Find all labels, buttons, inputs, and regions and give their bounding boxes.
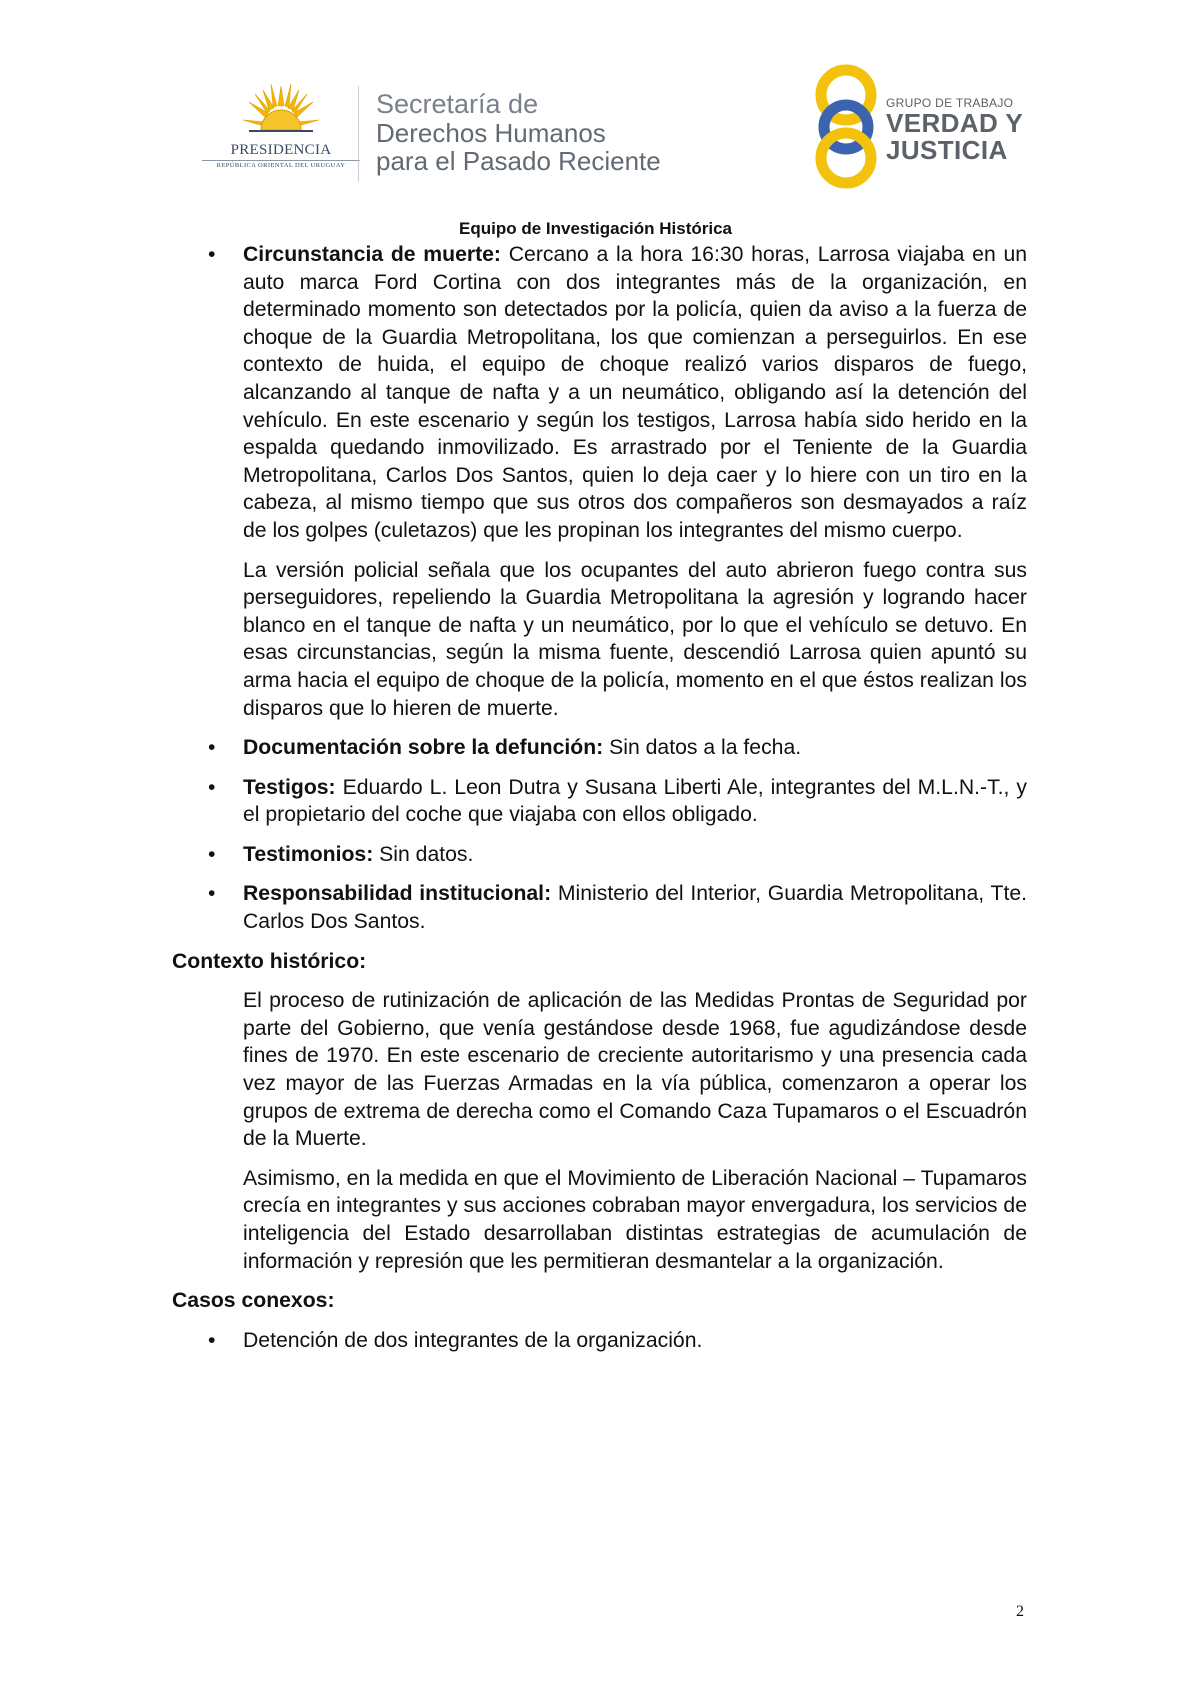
item-text: Eduardo L. Leon Dutra y Susana Liberti Ale, integrantes del M.L.N.-T., y el propietario del coche que viajaba con ellos obligado. — [243, 775, 1028, 827]
document-body — [172, 241, 1027, 1354]
presidencia-subtitle: REPÚBLICA ORIENTAL DEL URUGUAY — [216, 162, 346, 169]
item-label: Documentación sobre la defunción: — [243, 736, 604, 760]
presidencia-divider — [202, 160, 360, 161]
sun-emblem-icon — [241, 80, 321, 142]
linked-rings-icon — [806, 62, 886, 192]
item-label: Testigos: — [243, 775, 336, 799]
justicia-line: JUSTICIA — [886, 134, 1008, 165]
team-title: Equipo de Investigación Histórica — [459, 219, 732, 238]
list-item-circunstancia — [172, 241, 1027, 545]
item-text: Detención de dos integrantes de la organización. — [243, 1328, 703, 1352]
list-item-testigos — [172, 774, 1027, 829]
page-number: 2 — [1016, 1603, 1024, 1620]
bullet-icon: • — [208, 243, 216, 266]
list-item-caso — [172, 1327, 1027, 1355]
header-divider — [358, 86, 359, 182]
list-item-responsabilidad — [172, 880, 1027, 935]
item-label: Responsabilidad institucional: — [243, 882, 552, 906]
item-text: Sin datos. — [379, 842, 474, 866]
secretaria-logo-text — [376, 90, 661, 175]
item-text: Sin datos a la fecha. — [609, 736, 802, 760]
item-text: Cercano a la hora 16:30 horas, Larrosa viajaba en un auto marca Ford Cortina con dos integrantes más de la organización, en determinado momento son detectados por la policía, quien da aviso a la fuerza de choque de la Guardia Metropolitana, los que comienzan a perseguirlos. En ese contexto de huida, el equipo de choque realizó varios disparos de fuego, alcanzando al tanque de nafta y a un neumático, obligando así la detención del vehículo. En este escenario y según los testigos, Larrosa había sido herido en la espalda quedando inmovilizado. Es arrastrado por el Teniente de la Guardia Metropolitana, Carlos Dos Santos, quien lo deja caer y lo hiere con un tiro en la cabeza, al mismo tiempo que sus otros dos compañeros son desmayados a raíz de los golpes (culetazos) que les propinan los integrantes del mismo cuerpo. — [243, 243, 1028, 542]
verdad-line: VERDAD Y — [886, 108, 1024, 138]
secretaria-line-2: Derechos Humanos — [376, 118, 606, 149]
bullet-icon: • — [208, 1328, 216, 1352]
contexto-paragraph-2: Asimismo, en la medida en que el Movimiento de Liberación Nacional – Tupamaros crecía en integrantes y sus acciones cobraban mayor envergadura, los servicios de inteligencia del Estado desarrollaban distintas estrategias de acumulación de información y represión que les permitieran desmantelar a la organización. — [243, 1166, 1027, 1273]
bullet-icon: • — [208, 842, 216, 866]
verdad-justicia-logo — [806, 62, 1046, 192]
item-text: Ministerio del Interior, Guardia Metropolitana, Tte. Carlos Dos Santos. — [243, 882, 1028, 934]
bullet-icon: • — [208, 736, 216, 760]
bullet-icon: • — [208, 775, 216, 799]
version-policial-paragraph: La versión policial señala que los ocupantes del auto abrieron fuego contra sus perseguidores, repeliendo la Guardia Metropolitana la agresión y logrando hacer blanco en el tanque de nafta y un neumático, por lo que el vehículo se detuvo. En esas circunstancias, según la misma fuente, descendió Larrosa quien apuntó su arma hacia el equipo de choque de la policía, momento en el que éstos realizan los disparos que lo hieren de muerte. — [243, 558, 1027, 720]
list-item-documentacion — [172, 734, 1027, 762]
item-label: Testimonios: — [243, 842, 374, 866]
contexto-heading: Contexto histórico: — [172, 949, 367, 973]
list-item-testimonios — [172, 841, 1027, 869]
secretaria-line-1: Secretaría de — [376, 89, 539, 119]
presidencia-logo — [196, 80, 366, 180]
casos-heading: Casos conexos: — [172, 1289, 335, 1313]
presidencia-name: PRESIDENCIA — [230, 142, 332, 158]
item-label: Circunstancia de muerte: — [243, 243, 501, 266]
secretaria-line-3: para el Pasado Reciente — [376, 146, 661, 177]
contexto-paragraph-1: El proceso de rutinización de aplicación de las Medidas Prontas de Seguridad por parte del Gobierno, que venía gestándose desde 1968, fue agudizándose desde fines de 1970. En este escenario de creciente autoritarismo y una presencia cada vez mayor de las Fuerzas Armadas en la vía pública, comenzaron a operar los grupos de extrema de derecha como el Comando Caza Tupamaros o el Escuadrón de la Muerte. — [243, 989, 1027, 1151]
verdad-justicia-title — [886, 110, 1023, 163]
grupo-trabajo-label: GRUPO DE TRABAJO — [886, 96, 1014, 110]
bullet-icon: • — [208, 882, 216, 906]
